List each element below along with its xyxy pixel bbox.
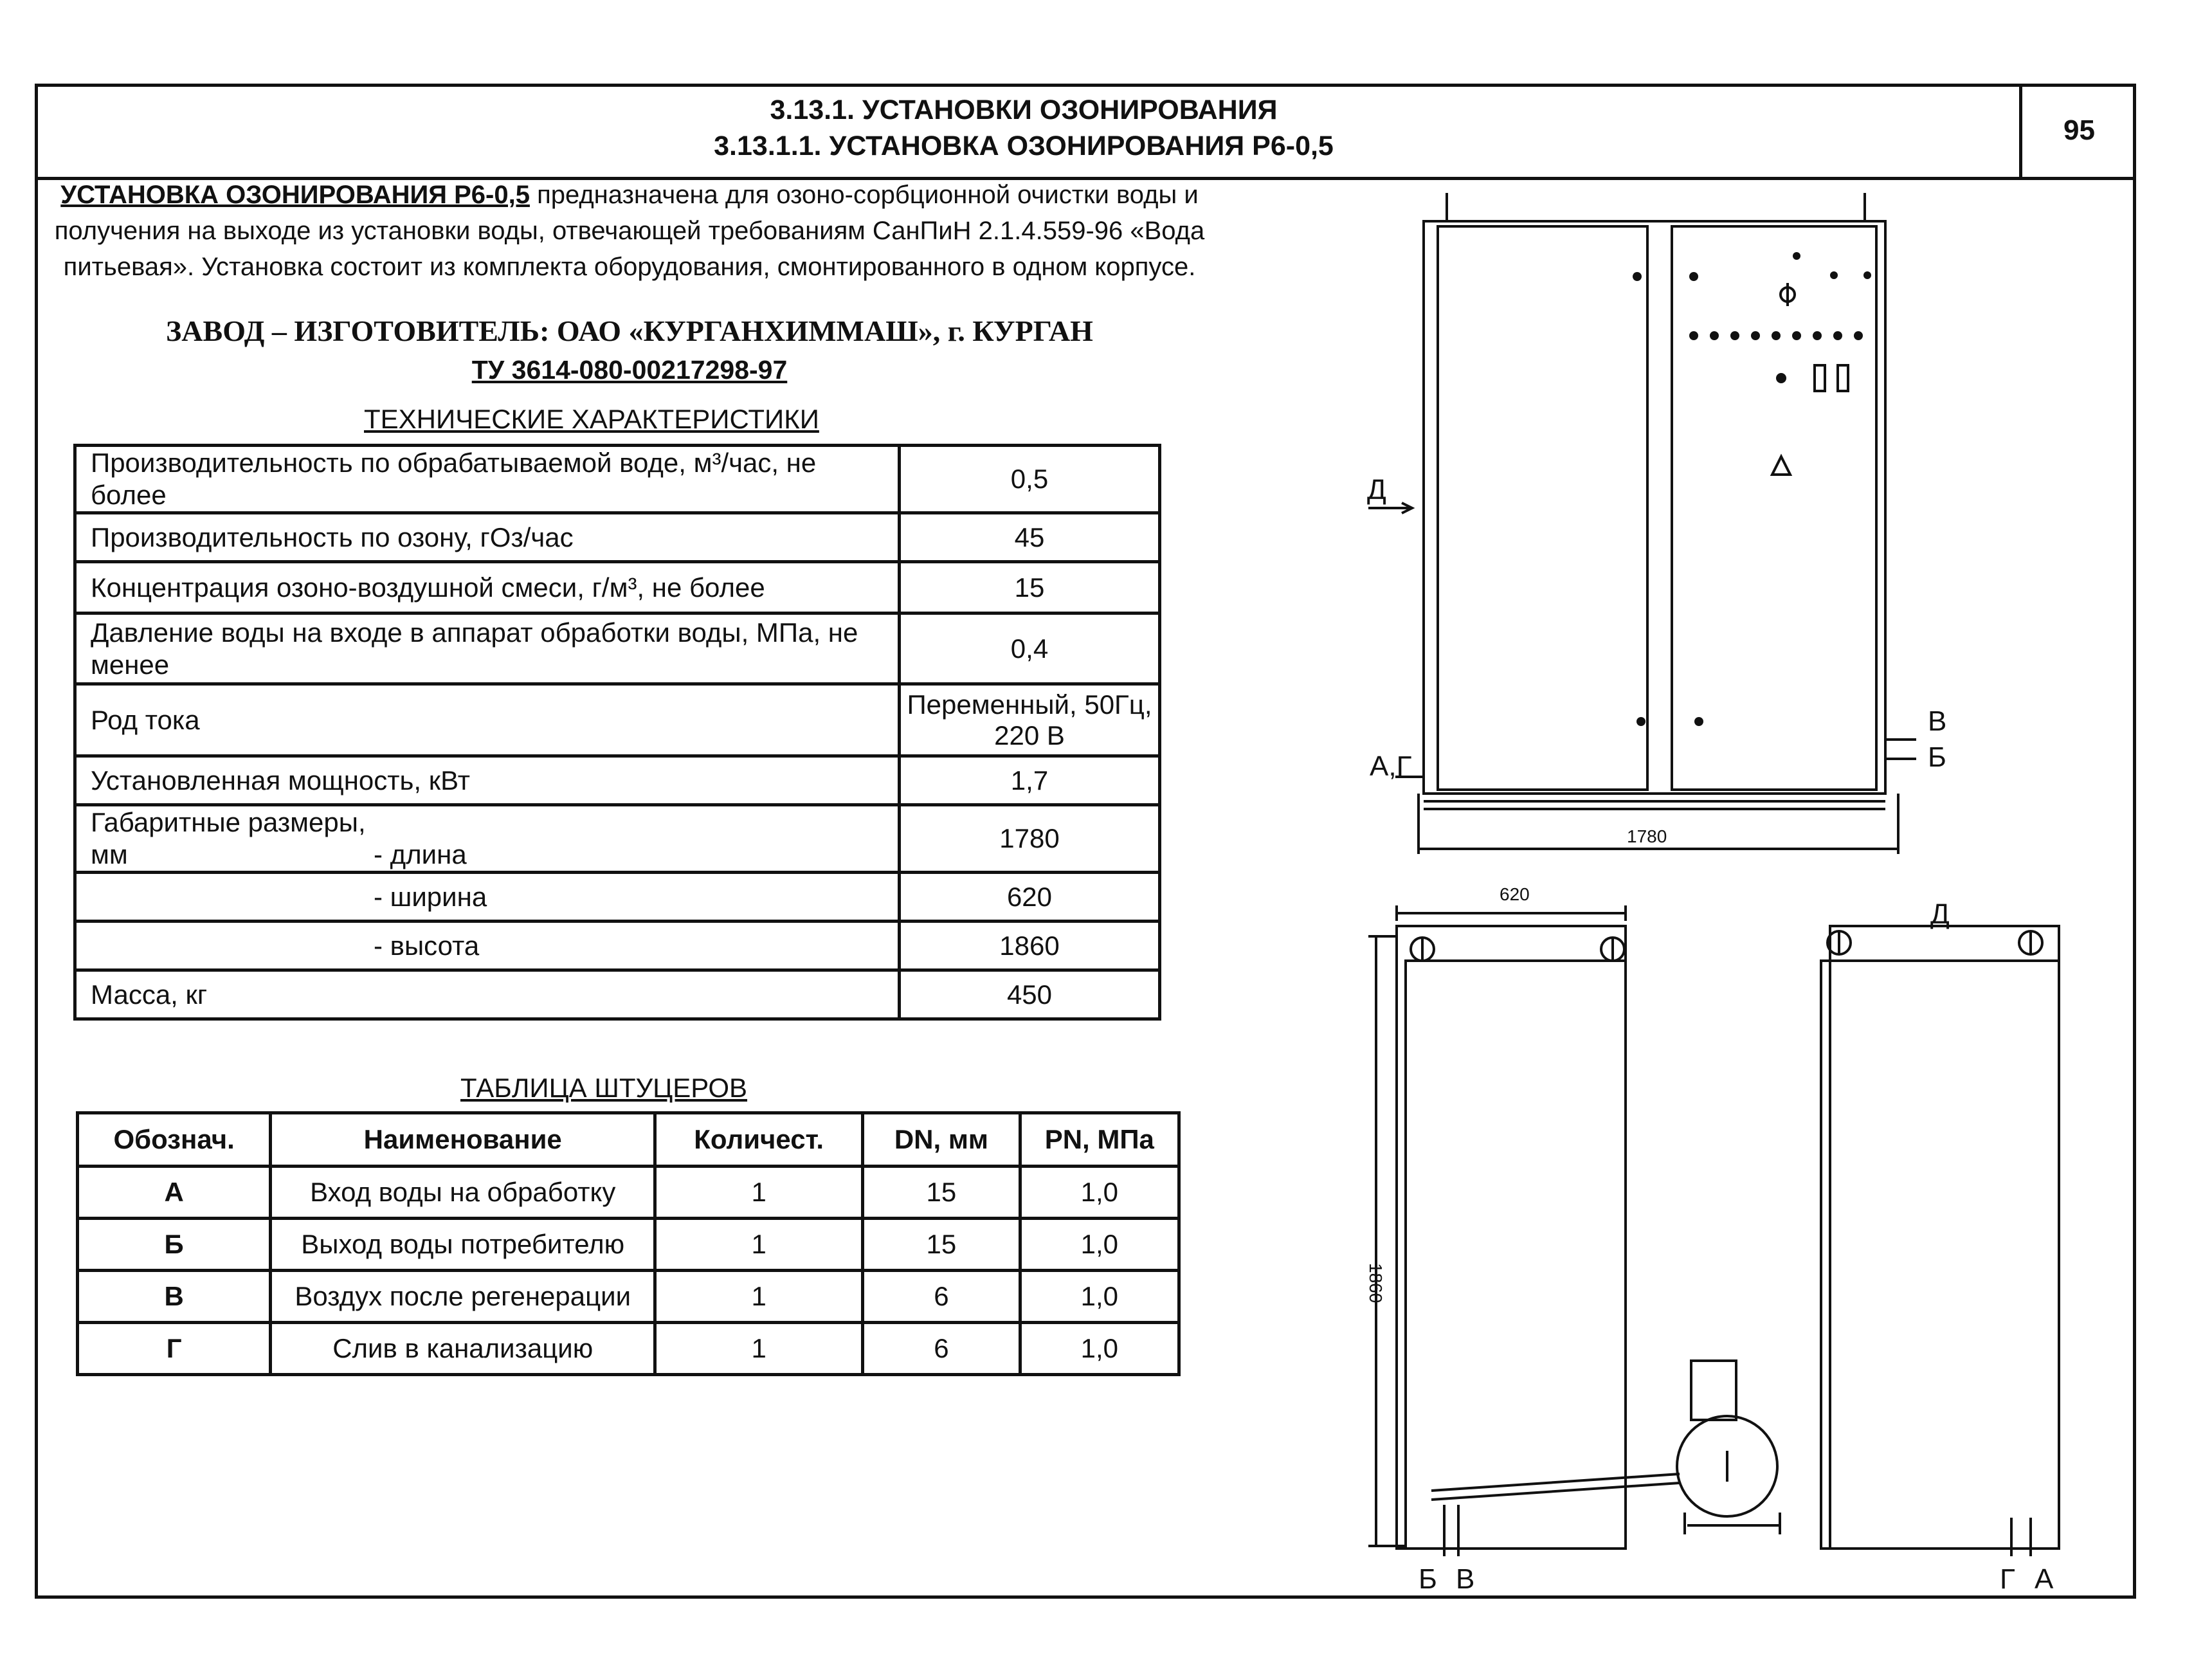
intro-lead: УСТАНОВКА ОЗОНИРОВАНИЯ Р6-0,5: [60, 181, 530, 209]
dim-length: 1780: [1627, 826, 1667, 846]
fittings-cell: 1,0: [1020, 1271, 1179, 1323]
fittings-cell: 15: [863, 1219, 1020, 1271]
rear-view-body: [1821, 961, 2059, 1549]
spec-code: ТУ 3614-080-00217298-97: [471, 355, 788, 385]
compressor: [1691, 1361, 1736, 1420]
tech-param-sub: - длина: [374, 839, 467, 869]
fittings-cell: Вход воды на обработку: [271, 1167, 655, 1219]
tech-param-label: Установленная мощность, кВт: [91, 765, 470, 795]
tech-param-label: Габаритные размеры, мм: [91, 807, 366, 869]
tech-value: 1,7: [900, 756, 1160, 805]
fittings-cell: Г: [78, 1323, 271, 1375]
label-a-bottom: А: [2035, 1563, 2054, 1595]
tech-value: Переменный, 50Гц, 220 В: [900, 684, 1160, 756]
fittings-header: DN, мм: [863, 1113, 1020, 1167]
fittings-cell: 1: [655, 1219, 863, 1271]
fittings-cell: 1,0: [1020, 1323, 1179, 1375]
front-view-body: [1424, 221, 1885, 794]
fittings-cell: В: [78, 1271, 271, 1323]
subsection-title: 3.13.1.1. УСТАНОВКА ОЗОНИРОВАНИЯ Р6-0,5: [714, 131, 1334, 161]
fittings-cell: Б: [78, 1219, 271, 1271]
fittings-cell: 6: [863, 1271, 1020, 1323]
fittings-cell: 15: [863, 1167, 1020, 1219]
label-ag: А,Г: [1370, 750, 1412, 782]
label-v: В: [1928, 705, 1947, 737]
fittings-table-title: ТАБЛИЦА ШТУЦЕРОВ: [460, 1073, 748, 1103]
intro-text: предназначена для озоно-сорбционной очистки воды и получения на выходе из установки воды, отвечающей требованиям СанПиН 2.1.4.559-96 «Вода питьевая». Установка состоит из комплекта оборудования, смонтированного в одном корпусе.: [54, 181, 1205, 281]
fittings-cell: А: [78, 1167, 271, 1219]
fittings-cell: 1: [655, 1167, 863, 1219]
tech-param-label: Масса, кг: [91, 979, 208, 1010]
tech-value: 0,4: [900, 613, 1160, 684]
label-d: Д: [1367, 474, 1386, 505]
tech-param-label: Производительность по обрабатываемой воде, м³/час, не более: [91, 448, 817, 510]
fittings-header: PN, МПа: [1020, 1113, 1179, 1167]
section-title: 3.13.1. УСТАНОВКИ ОЗОНИРОВАНИЯ: [770, 95, 1278, 125]
side-view-body: [1406, 961, 1626, 1549]
fittings-cell: Слив в канализацию: [271, 1323, 655, 1375]
tech-param-label: Концентрация озоно-воздушной смеси, г/м³, не более: [91, 572, 765, 603]
tech-table-title: ТЕХНИЧЕСКИЕ ХАРАКТЕРИСТИКИ: [364, 404, 819, 434]
tech-param-label: Род тока: [91, 704, 200, 735]
label-d-side: Д: [1930, 898, 1950, 930]
fittings-cell: 6: [863, 1323, 1020, 1375]
fittings-cell: Воздух после регенерации: [271, 1271, 655, 1323]
tech-value: 620: [900, 873, 1160, 922]
fittings-header: Обознач.: [78, 1113, 271, 1167]
fittings-header: Количест.: [655, 1113, 863, 1167]
fittings-cell: 1,0: [1020, 1167, 1179, 1219]
tech-param-sub: - ширина: [374, 881, 487, 912]
tech-param-sub: - высота: [374, 930, 480, 961]
label-g-bottom: Г: [2000, 1563, 2015, 1595]
label-v-bottom: В: [1456, 1563, 1475, 1595]
fittings-cell: Выход воды потребителю: [271, 1219, 655, 1271]
tech-value: 450: [900, 970, 1160, 1019]
tech-value: 45: [900, 513, 1160, 562]
tech-param-label: Производительность по озону, гОз/час: [91, 522, 574, 552]
fittings-cell: 1,0: [1020, 1219, 1179, 1271]
dim-height: 1860: [1366, 1263, 1386, 1304]
tech-param-label: Давление воды на входе в аппарат обработки воды, МПа, не менее: [91, 617, 858, 680]
page-number: 95: [2019, 84, 2136, 177]
dim-width: 620: [1500, 884, 1530, 904]
tech-value: 0,5: [900, 446, 1160, 513]
tech-value: 1860: [900, 922, 1160, 970]
label-b: Б: [1928, 741, 1946, 773]
fittings-cell: 1: [655, 1271, 863, 1323]
tech-value: 1780: [900, 805, 1160, 873]
fittings-cell: 1: [655, 1323, 863, 1375]
tech-value: 15: [900, 562, 1160, 613]
manufacturer: ЗАВОД – ИЗГОТОВИТЕЛЬ: ОАО «КУРГАНХИММАШ», г. КУРГАН: [166, 314, 1093, 347]
fittings-header: Наименование: [271, 1113, 655, 1167]
label-b-bottom: Б: [1419, 1563, 1437, 1595]
